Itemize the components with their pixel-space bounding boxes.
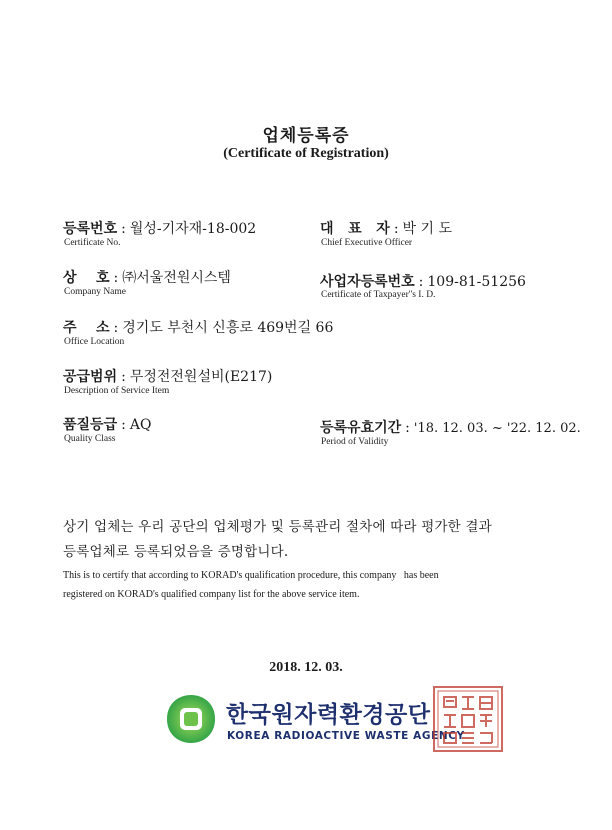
page-subtitle: (Certificate of Registration) [223,146,389,161]
field-value: 월성-기자재-18-002 [129,221,257,237]
colon: : [121,417,126,433]
field-label-en: Quality Class [64,434,116,444]
field-value: AQ [129,417,152,433]
colon: : [121,221,126,237]
statement-ko-line-1: 상기 업체는 우리 공단의 업체평가 및 등록관리 절차에 따라 평가한 결과 [63,519,492,535]
organization-name-ko: 한국원자력환경공단 [226,702,431,728]
field-label: 공급범위 [63,369,118,385]
field-label: 상 호 [63,270,110,286]
field-value: 박 기 도 [402,221,453,237]
field-label-en: Certificate No. [64,238,121,248]
field-label: 등록번호 [63,221,118,237]
field-label: 대 표 자 [320,221,390,237]
field-reg-no [63,218,256,238]
field-label: 등록유효기간 [320,420,402,436]
field-label-en: Office Location [64,337,125,347]
field-value: 무정전전원설비(E217) [129,369,273,385]
field-quality [63,414,151,434]
colon: : [113,270,119,286]
field-label-en: Company Name [64,287,127,297]
organization-name-en: KOREA RADIOACTIVE WASTE AGENCY [227,730,465,742]
field-ceo [320,218,452,238]
statement-en-line-2: registered on KORAD's qualified company list for the above service item. [63,589,360,600]
colon: : [393,221,399,237]
field-value: ㈜서울전원시스템 [122,270,231,286]
korad-logo-icon [165,693,217,745]
colon: : [113,320,119,336]
field-label-en: Certificate of Taxpayer''s I. D. [321,290,436,300]
field-label-en: Chief Executive Officer [321,238,413,248]
field-value: 경기도 부천시 신흥로 469번길 66 [122,320,334,336]
field-label: 주 소 [63,320,110,336]
field-label-en: Description of Service Item [64,386,170,396]
field-value: '18. 12. 03. ~ '22. 12. 02. [413,421,581,436]
colon: : [418,274,424,290]
field-validity [320,417,581,437]
official-seal-icon [432,685,504,753]
issue-date: 2018. 12. 03. [269,660,343,675]
statement-en-line-1: This is to certify that according to KORAD's qualification procedure, this company has been [63,570,439,581]
field-label: 사업자등록번호 [320,274,415,290]
colon: : [405,420,410,436]
field-value: 109-81-51256 [427,274,526,290]
field-label-en: Period of Validity [321,437,389,447]
page-title: 업체등록증 [262,126,350,146]
field-company [63,267,231,287]
statement-ko-line-2: 등록업체로 등록되었음을 증명합니다. [63,544,289,560]
field-address [63,317,333,337]
field-taxpayer [320,271,526,291]
field-label: 품질등급 [63,417,118,433]
field-service [63,366,272,386]
colon: : [121,369,126,385]
